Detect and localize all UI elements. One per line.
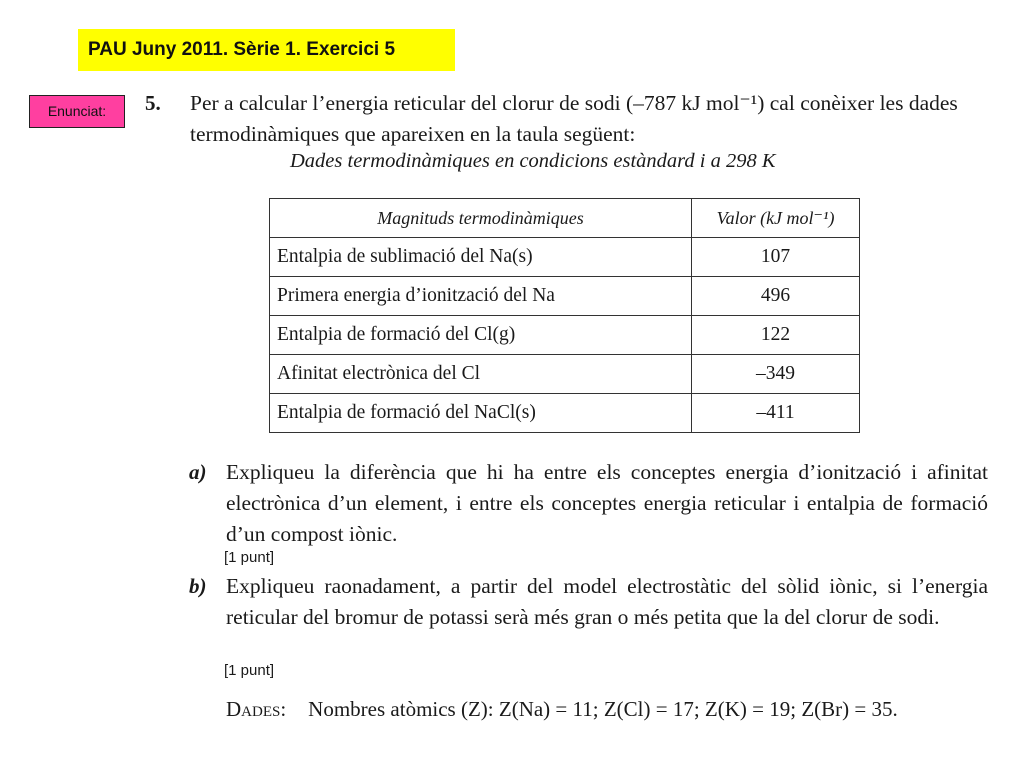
row-name: Entalpia de sublimació del Na(s): [270, 238, 692, 277]
header-magnitude: Magnituds termodinàmiques: [270, 199, 692, 238]
table-caption: Dades termodinàmiques en condicions estàndard i a 298 K: [290, 150, 776, 172]
row-value: 122: [692, 316, 860, 355]
table-row: [270, 277, 860, 316]
part-b-text: Expliqueu raonadament, a partir del model electrostàtic del sòlid iònic, si l’energia reticular del bromur de potassi serà més gran o més petita que la del clorur de sodi.: [226, 574, 988, 629]
table-header-row: [270, 199, 860, 238]
table-row: [270, 355, 860, 394]
row-name: Entalpia de formació del Cl(g): [270, 316, 692, 355]
part-b-points: [1 punt]: [224, 662, 275, 679]
row-value: 107: [692, 238, 860, 277]
row-value: 496: [692, 277, 860, 316]
part-b-letter: b): [189, 574, 207, 598]
dades-label: Dades:: [226, 697, 287, 721]
row-value: –411: [692, 394, 860, 433]
statement-label: Enunciat:: [29, 95, 125, 128]
header-value: Valor (kJ mol⁻¹): [692, 199, 860, 238]
row-name: Afinitat electrònica del Cl: [270, 355, 692, 394]
question-intro: Per a calcular l’energia reticular del clorur de sodi (–787 kJ mol⁻¹) cal conèixer les dades termodinàmiques que apareixen en la taula següent:: [190, 91, 958, 146]
slide-title: PAU Juny 2011. Sèrie 1. Exercici 5: [78, 29, 455, 71]
part-a-letter: a): [189, 460, 207, 484]
row-name: Primera energia d’ionització del Na: [270, 277, 692, 316]
part-a-points: [1 punt]: [224, 549, 275, 566]
table-row: [270, 316, 860, 355]
thermo-table: [269, 198, 860, 433]
table-row: [270, 394, 860, 433]
question-number: 5.: [145, 91, 161, 115]
part-a-text: Expliqueu la diferència que hi ha entre els conceptes energia d’ionització i afinitat electrònica d’un element, i entre els conceptes energia reticular i entalpia de formació d’un compost iònic.: [226, 460, 988, 546]
row-name: Entalpia de formació del NaCl(s): [270, 394, 692, 433]
row-value: –349: [692, 355, 860, 394]
table-row: [270, 238, 860, 277]
dades-line: [226, 697, 898, 722]
dades-text: Nombres atòmics (Z): Z(Na) = 11; Z(Cl) = 17; Z(K) = 19; Z(Br) = 35.: [308, 697, 898, 721]
